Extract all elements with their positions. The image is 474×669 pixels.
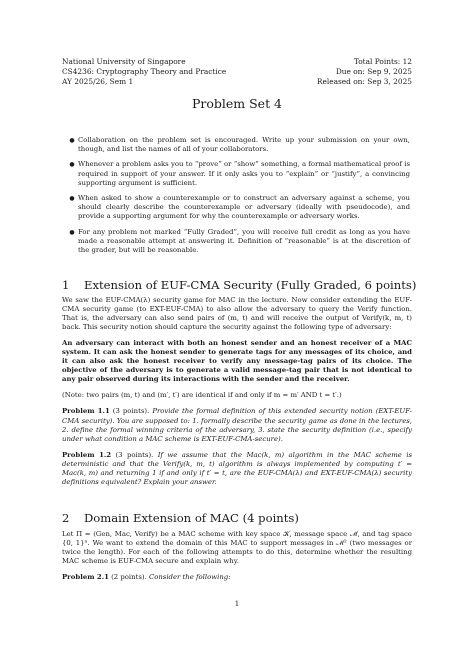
problem-text: Consider the following: [148, 573, 231, 582]
header-right [317, 57, 412, 88]
section-title: Domain Extension of MAC (4 points) [84, 511, 299, 525]
section-1-heading [62, 278, 417, 292]
university-name: National University of Singapore [62, 57, 186, 66]
total-points: Total Points: 12 [353, 57, 412, 66]
problem-label: Problem 1.2 [62, 450, 112, 459]
problem-points: (3 points). [111, 450, 158, 459]
section-1-body [62, 296, 412, 487]
problem-points: (3 points). [109, 407, 153, 416]
header-left [62, 57, 226, 88]
problem-1-2 [62, 451, 412, 487]
adversary-description: An adversary can interact with both an honest sender and an honest receiver of a MAC system. It can ask the honest sender to generate tags for any messages of its choice, and it can also ask the honest receiver to verify any message-tag pairs of its choice. The objective of the adversary is to generate a valid message-tag pair that is not identical to any pair observed during its interactions with the sender and the receiver. [62, 339, 412, 384]
list-item [66, 136, 410, 154]
release-date: Released on: Sep 3, 2025 [316, 77, 412, 87]
list-item-text: For any problem not marked “Fully Graded”, you will receive full credit as long as you have made a reasonable attempt at answering it. Definition of “reasonable” is at the discretion of the grader, but will be reasonable. [78, 227, 410, 254]
section-1-intro: We saw the EUF-CMA(λ) security game for MAC in the lecture. Now consider extending the EUF-CMA security game (to EXT-EUF-CMA) to also allow the adversary to query the Verify function. That is, the adversary can also send pairs of (m, t) and will receive the output of Verify(k, m, t) back. This security notion should capture the security against the following type of adversary: [62, 296, 412, 332]
identity-note: (Note: two pairs (m, t) and (m′, t′) are identical if and only if m = m′ AND t = t′.) [62, 391, 342, 400]
problem-2-1 [62, 573, 412, 582]
problem-text: If we assume that the Mac(k, m) algorithm in the MAC scheme is deterministic and that the Verify(k, m, t) algorithm is always implemented by computing t′ = Mac(k, m) and returning 1 if and only if t′ = t, are the EUF-CMA(λ) and EXT-EUF-CMA(λ) security definitions equivalent? Explain your answer. [62, 450, 412, 486]
section-2-body [62, 530, 412, 582]
list-item-text: When asked to show a counterexample or to construct an adversary against a scheme, you should clearly describe the counterexample or adversary (ideally with pseudocode), and provide a supporting argument for why the counterexample or adversary works. [78, 194, 410, 221]
section-2-intro: Let Π = (Gen, Mac, Verify) be a MAC scheme with key space 𝒦, message space ℳ, and tag space {0, 1}ⁿ. We want to extend the domain of this MAC to support messages in ℳ² (two messages or twice the length). For each of the following attempts to do this, determine whether the resulting MAC scheme is EUF-CMA secure and explain why. [62, 530, 412, 566]
list-item-text: Whenever a problem asks you to “prove” or “show” something, a formal mathematical proof is required in support of your answer. If it only asks you to “explain” or “justify”, a convincing supporting argument is sufficient. [78, 160, 410, 187]
problem-points: (2 points). [108, 573, 149, 582]
course-name: CS4236: Cryptography Theory and Practice [62, 67, 227, 77]
problem-1-1 [62, 407, 412, 443]
due-date: Due on: Sep 9, 2025 [335, 67, 412, 77]
bullet-icon: ● [69, 161, 75, 169]
bullet-icon: ● [69, 228, 75, 236]
instructions-list [66, 136, 410, 261]
list-item [66, 228, 410, 255]
section-number: 2 [62, 511, 70, 525]
problem-label: Problem 1.1 [62, 407, 110, 416]
section-2-heading [62, 511, 412, 525]
page-number: 1 [234, 600, 240, 608]
bullet-icon: ● [69, 195, 75, 203]
section-number: 1 [62, 278, 70, 292]
bullet-icon: ● [69, 137, 75, 144]
section-title: Extension of EUF-CMA Security (Fully Graded, 6 points) [84, 278, 417, 292]
problem-label: Problem 2.1 [62, 573, 109, 582]
list-item [66, 194, 410, 221]
list-item-text: Collaboration on the problem set is encouraged. Write up your submission on your own, though, and list the names of all of your collaborators. [78, 136, 410, 154]
list-item [66, 160, 410, 187]
page-title: Problem Set 4 [191, 96, 283, 111]
problem-text: Provide the formal definition of this extended security notion (EXT-EUF-CMA security). You are supposed to: 1. formally describe the security game as done in the lectures, 2. define the formal winning criteria of the adversary, 3. state the security definition (i.e., specify under what condition a MAC scheme is EXT-EUF-CMA-secure). [62, 407, 412, 443]
semester: AY 2025/26, Sem 1 [62, 77, 134, 87]
